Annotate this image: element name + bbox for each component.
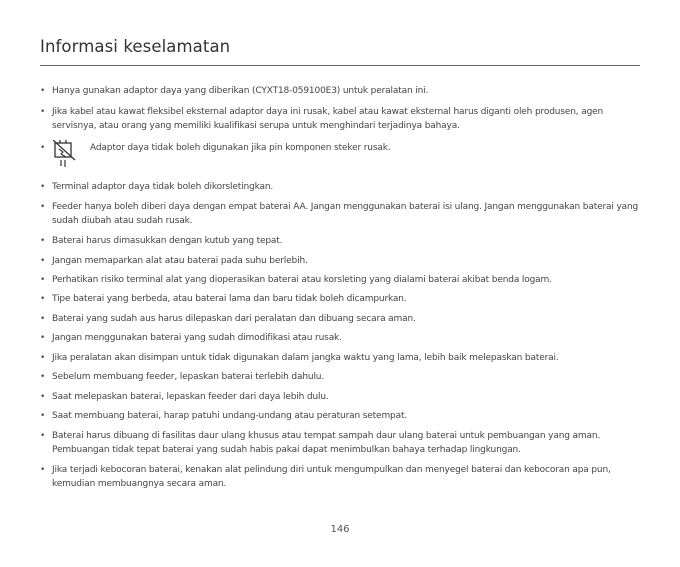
list-item — [40, 201, 642, 228]
title-divider — [40, 65, 640, 66]
list-item-text: Jangan menggunakan baterai yang sudah dimodifikasi atau rusak. — [52, 333, 342, 343]
list-item-text: Saat melepaskan baterai, lepaskan feeder dari daya lebih dulu. — [52, 392, 329, 402]
bullet-marker: • — [40, 143, 46, 153]
page-number: 146 — [330, 524, 350, 535]
damaged-plug-warning-icon — [53, 140, 83, 168]
bullet-marker: • — [40, 431, 46, 441]
bullet-marker: • — [40, 202, 46, 212]
list-item-text: Hanya gunakan adaptor daya yang diberikan (CYXT18-059100E3) untuk peralatan ini. — [52, 86, 429, 96]
list-item-text: Adaptor daya tidak boleh digunakan jika pin komponen steker rusak. — [90, 143, 391, 153]
bullet-marker: • — [40, 294, 46, 304]
bullet-marker: • — [40, 86, 46, 96]
list-item — [40, 274, 642, 288]
bullet-marker: • — [40, 182, 46, 192]
list-item — [40, 181, 642, 195]
list-item — [40, 371, 642, 385]
list-item — [40, 410, 642, 424]
bullet-marker: • — [40, 275, 46, 285]
list-item — [40, 106, 642, 133]
list-item-text: Jangan memaparkan alat atau baterai pada suhu berlebih. — [52, 256, 308, 266]
bullet-marker: • — [40, 465, 46, 475]
list-item-text: Feeder hanya boleh diberi daya dengan empat baterai AA. Jangan menggunakan baterai isi ulang. Jangan menggunakan baterai yang sudah diubah atau sudah rusak. — [52, 202, 639, 226]
list-item-text: Baterai harus dibuang di fasilitas daur ulang khusus atau tempat sampah daur ulang baterai untuk pembuangan yang aman. Pembuangan tidak tepat baterai yang sudah habis pakai dapat menimbulkan bahaya terhadap lingkungan. — [52, 431, 601, 455]
bullet-marker: • — [40, 314, 46, 324]
bullet-marker: • — [40, 236, 46, 246]
list-item — [40, 235, 642, 249]
list-item — [40, 332, 642, 346]
list-item — [40, 464, 642, 491]
list-item — [40, 391, 642, 405]
list-item-text: Jika peralatan akan disimpan untuk tidak digunakan dalam jangka waktu yang lama, lebih baik melepaskan baterai. — [52, 353, 559, 363]
list-item — [40, 293, 642, 307]
bullet-marker: • — [40, 107, 46, 117]
list-item-text: Saat membuang baterai, harap patuhi undang-undang atau peraturan setempat. — [52, 411, 408, 421]
list-item — [40, 85, 642, 99]
list-item — [40, 352, 642, 366]
bullet-marker: • — [40, 392, 46, 402]
list-item — [40, 313, 642, 327]
bullet-marker: • — [40, 333, 46, 343]
page-title: Informasi keselamatan — [40, 37, 231, 56]
bullet-marker: • — [40, 411, 46, 421]
list-item-text: Tipe baterai yang berbeda, atau baterai lama dan baru tidak boleh dicampurkan. — [52, 294, 407, 304]
list-item — [40, 142, 642, 156]
list-item-text: Terminal adaptor daya tidak boleh dikorsletingkan. — [52, 182, 274, 192]
bullet-marker: • — [40, 353, 46, 363]
list-item-text: Perhatikan risiko terminal alat yang dioperasikan baterai atau korsleting yang dialami baterai akibat benda logam. — [52, 275, 552, 285]
bullet-marker: • — [40, 256, 46, 266]
list-item-text: Jika kabel atau kawat fleksibel eksternal adaptor daya ini rusak, kabel atau kawat eksternal harus diganti oleh produsen, agen servisnya, atau orang yang memiliki kualifikasi serupa untuk menghindari terjadinya bahaya. — [52, 107, 604, 131]
list-item-text: Baterai harus dimasukkan dengan kutub yang tepat. — [52, 236, 283, 246]
list-item-text: Sebelum membuang feeder, lepaskan baterai terlebih dahulu. — [52, 372, 325, 382]
list-item-text: Baterai yang sudah aus harus dilepaskan dari peralatan dan dibuang secara aman. — [52, 314, 416, 324]
list-item-text: Jika terjadi kebocoran baterai, kenakan alat pelindung diri untuk mengumpulkan dan menyegel baterai dan kebocoran apa pun, kemudian membuangnya secara aman. — [52, 465, 611, 489]
list-item — [40, 430, 642, 457]
list-item — [40, 255, 642, 269]
bullet-marker: • — [40, 372, 46, 382]
